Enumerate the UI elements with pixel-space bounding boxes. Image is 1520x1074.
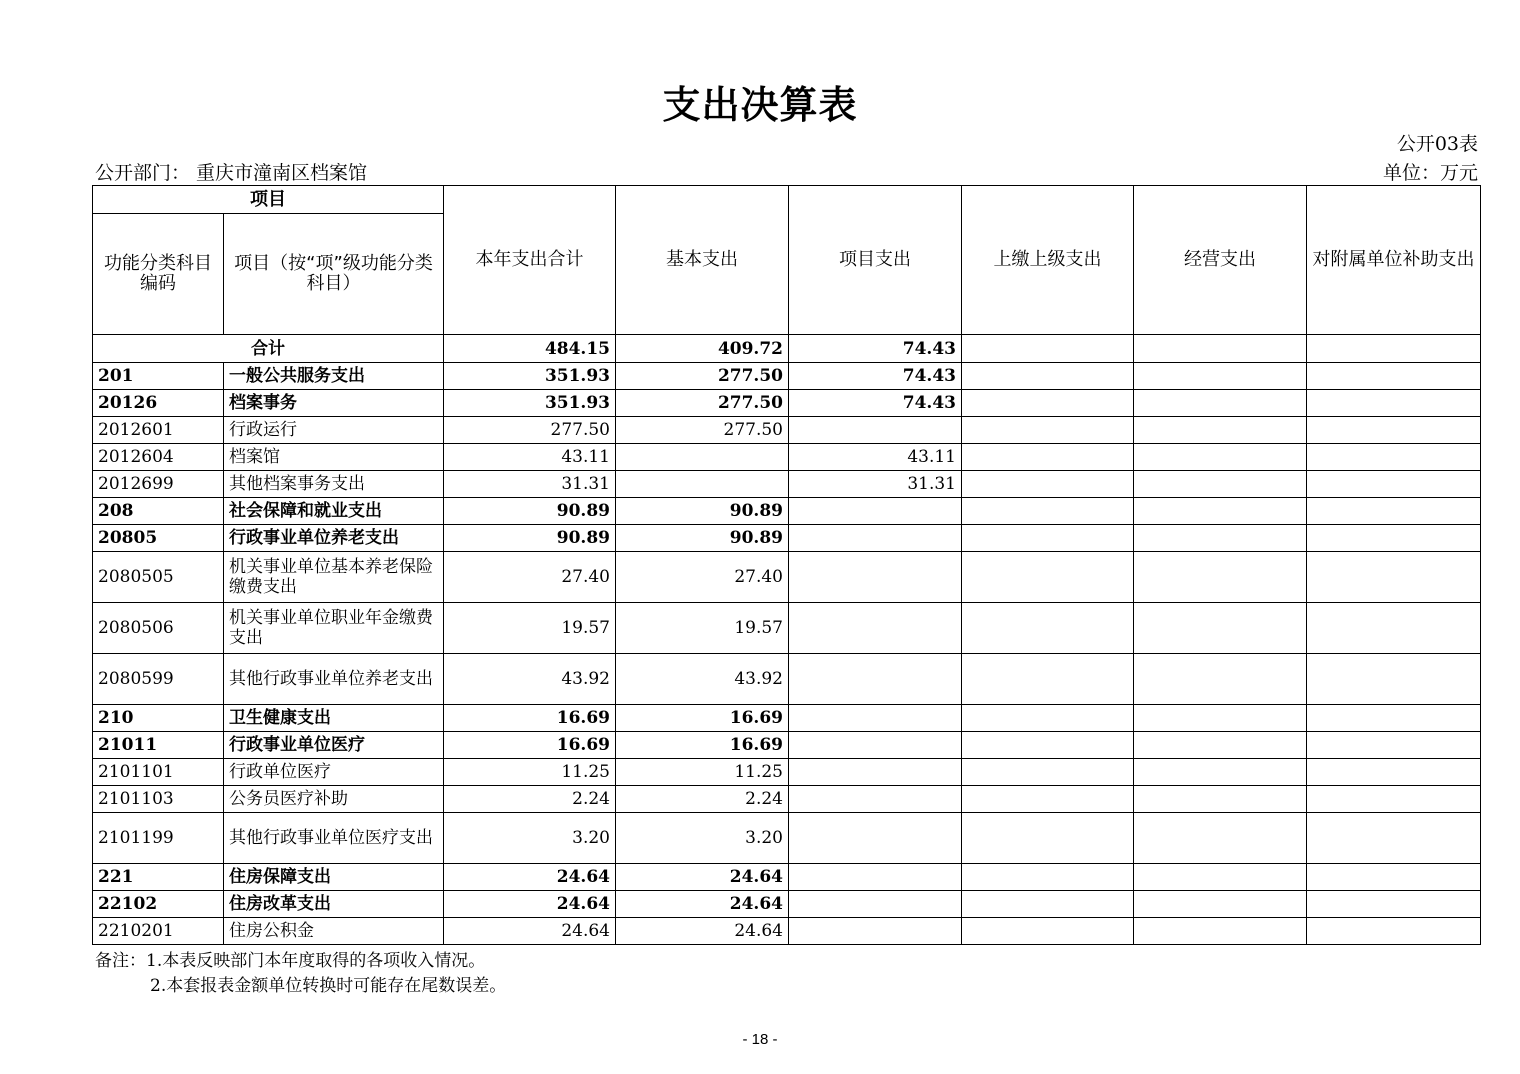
header-code: 功能分类科目编码 (93, 214, 224, 335)
row-subsidy (1307, 891, 1481, 918)
row-total: 24.64 (444, 864, 616, 891)
row-name: 住房改革支出 (224, 891, 444, 918)
row-business (1134, 363, 1307, 390)
row-name: 其他行政事业单位养老支出 (224, 654, 444, 705)
row-total: 3.20 (444, 813, 616, 864)
row-basic (616, 471, 789, 498)
row-subsidy (1307, 705, 1481, 732)
row-basic: 27.40 (616, 552, 789, 603)
row-project (789, 759, 962, 786)
row-upper (962, 390, 1134, 417)
row-subsidy (1307, 864, 1481, 891)
row-subsidy (1307, 759, 1481, 786)
row-business (1134, 864, 1307, 891)
row-project (789, 864, 962, 891)
row-business (1134, 471, 1307, 498)
header-project: 项目 (93, 186, 444, 214)
row-name: 一般公共服务支出 (224, 363, 444, 390)
row-basic: 3.20 (616, 813, 789, 864)
table-row (93, 525, 1481, 552)
row-total: 90.89 (444, 525, 616, 552)
row-project (789, 786, 962, 813)
row-upper (962, 918, 1134, 945)
row-subsidy (1307, 654, 1481, 705)
row-subsidy (1307, 471, 1481, 498)
row-total: 351.93 (444, 363, 616, 390)
row-project (789, 654, 962, 705)
table-row (93, 363, 1481, 390)
row-basic: 19.57 (616, 603, 789, 654)
row-subsidy (1307, 732, 1481, 759)
note-1: 备注：1.本表反映部门本年度取得的各项收入情况。 (95, 951, 486, 971)
row-subsidy (1307, 813, 1481, 864)
row-upper (962, 654, 1134, 705)
row-basic: 90.89 (616, 525, 789, 552)
row-upper (962, 786, 1134, 813)
table-row (93, 417, 1481, 444)
row-business (1134, 552, 1307, 603)
row-name: 行政单位医疗 (224, 759, 444, 786)
row-basic: 24.64 (616, 918, 789, 945)
note-2: 2.本套报表金额单位转换时可能存在尾数误差。 (150, 976, 507, 996)
row-name: 行政运行 (224, 417, 444, 444)
row-project: 74.43 (789, 363, 962, 390)
row-upper (962, 525, 1134, 552)
table-row (93, 891, 1481, 918)
row-code: 2080505 (93, 552, 224, 603)
row-upper (962, 552, 1134, 603)
row-business (1134, 525, 1307, 552)
row-name: 机关事业单位职业年金缴费支出 (224, 603, 444, 654)
row-upper (962, 705, 1134, 732)
row-business (1134, 390, 1307, 417)
row-basic: 43.92 (616, 654, 789, 705)
row-basic: 16.69 (616, 732, 789, 759)
row-total: 24.64 (444, 918, 616, 945)
row-subsidy (1307, 603, 1481, 654)
row-business (1134, 786, 1307, 813)
row-total: 16.69 (444, 705, 616, 732)
row-name: 住房保障支出 (224, 864, 444, 891)
row-project (789, 525, 962, 552)
row-project (789, 813, 962, 864)
row-subsidy (1307, 444, 1481, 471)
row-project (789, 732, 962, 759)
row-basic: 277.50 (616, 390, 789, 417)
row-total: 351.93 (444, 390, 616, 417)
total-basic: 409.72 (616, 335, 789, 363)
row-upper (962, 417, 1134, 444)
row-name: 行政事业单位医疗 (224, 732, 444, 759)
row-name: 档案馆 (224, 444, 444, 471)
row-business (1134, 813, 1307, 864)
row-basic: 24.64 (616, 864, 789, 891)
row-project: 31.31 (789, 471, 962, 498)
total-total: 484.15 (444, 335, 616, 363)
total-row (93, 335, 1481, 363)
table-row (93, 390, 1481, 417)
row-total: 24.64 (444, 891, 616, 918)
row-business (1134, 759, 1307, 786)
row-subsidy (1307, 552, 1481, 603)
row-basic: 16.69 (616, 705, 789, 732)
table-row (93, 864, 1481, 891)
row-code: 2080506 (93, 603, 224, 654)
row-total: 27.40 (444, 552, 616, 603)
row-total: 16.69 (444, 732, 616, 759)
row-name: 其他行政事业单位医疗支出 (224, 813, 444, 864)
row-code: 21011 (93, 732, 224, 759)
row-project: 74.43 (789, 390, 962, 417)
row-subsidy (1307, 918, 1481, 945)
row-upper (962, 444, 1134, 471)
row-basic: 277.50 (616, 417, 789, 444)
row-code: 22102 (93, 891, 224, 918)
table-row (93, 759, 1481, 786)
row-upper (962, 813, 1134, 864)
row-name: 社会保障和就业支出 (224, 498, 444, 525)
table-row (93, 705, 1481, 732)
row-code: 2210201 (93, 918, 224, 945)
total-label: 合计 (93, 335, 444, 363)
row-code: 2101199 (93, 813, 224, 864)
row-business (1134, 498, 1307, 525)
row-subsidy (1307, 525, 1481, 552)
table-row (93, 732, 1481, 759)
row-name: 档案事务 (224, 390, 444, 417)
page-title: 支出决算表 (662, 83, 858, 127)
row-subsidy (1307, 363, 1481, 390)
row-project (789, 552, 962, 603)
expenditure-table (92, 185, 1481, 945)
header-total: 本年支出合计 (444, 186, 616, 335)
row-total: 19.57 (444, 603, 616, 654)
row-business (1134, 732, 1307, 759)
row-name: 机关事业单位基本养老保险缴费支出 (224, 552, 444, 603)
row-upper (962, 864, 1134, 891)
row-total: 43.11 (444, 444, 616, 471)
row-upper (962, 498, 1134, 525)
header-name: 项目（按“项”级功能分类科目） (224, 214, 444, 335)
department-label: 公开部门： 重庆市潼南区档案馆 (95, 162, 368, 184)
table-row (93, 552, 1481, 603)
row-code: 201 (93, 363, 224, 390)
row-upper (962, 891, 1134, 918)
table-row (93, 918, 1481, 945)
row-subsidy (1307, 786, 1481, 813)
row-code: 2012604 (93, 444, 224, 471)
row-code: 2101103 (93, 786, 224, 813)
form-number: 公开03表 (1396, 133, 1478, 155)
row-business (1134, 918, 1307, 945)
row-project (789, 603, 962, 654)
row-total: 2.24 (444, 786, 616, 813)
row-business (1134, 417, 1307, 444)
row-total: 43.92 (444, 654, 616, 705)
row-total: 90.89 (444, 498, 616, 525)
row-upper (962, 603, 1134, 654)
row-code: 2012699 (93, 471, 224, 498)
row-basic: 90.89 (616, 498, 789, 525)
page-number: - 18 - (742, 1031, 778, 1048)
row-basic (616, 444, 789, 471)
row-project (789, 705, 962, 732)
row-business (1134, 705, 1307, 732)
row-upper (962, 363, 1134, 390)
row-subsidy (1307, 390, 1481, 417)
row-total: 277.50 (444, 417, 616, 444)
row-project (789, 417, 962, 444)
header-subsidy: 对附属单位补助支出 (1307, 186, 1481, 335)
header-upper-payment: 上缴上级支出 (962, 186, 1134, 335)
header-business: 经营支出 (1134, 186, 1307, 335)
row-basic: 277.50 (616, 363, 789, 390)
row-project (789, 498, 962, 525)
row-basic: 24.64 (616, 891, 789, 918)
row-project: 43.11 (789, 444, 962, 471)
row-code: 208 (93, 498, 224, 525)
row-code: 210 (93, 705, 224, 732)
table-row (93, 498, 1481, 525)
header-basic: 基本支出 (616, 186, 789, 335)
row-business (1134, 444, 1307, 471)
row-project (789, 918, 962, 945)
row-name: 公务员医疗补助 (224, 786, 444, 813)
row-basic: 11.25 (616, 759, 789, 786)
unit-label: 单位：万元 (1382, 162, 1478, 184)
row-name: 住房公积金 (224, 918, 444, 945)
row-basic: 2.24 (616, 786, 789, 813)
row-name: 行政事业单位养老支出 (224, 525, 444, 552)
row-business (1134, 603, 1307, 654)
row-business (1134, 891, 1307, 918)
table-row (93, 471, 1481, 498)
row-name: 其他档案事务支出 (224, 471, 444, 498)
row-total: 31.31 (444, 471, 616, 498)
row-upper (962, 759, 1134, 786)
total-project: 74.43 (789, 335, 962, 363)
row-upper (962, 471, 1134, 498)
row-code: 2080599 (93, 654, 224, 705)
row-subsidy (1307, 417, 1481, 444)
header-project-expenditure: 项目支出 (789, 186, 962, 335)
row-upper (962, 732, 1134, 759)
row-business (1134, 654, 1307, 705)
table-row (93, 813, 1481, 864)
row-code: 20805 (93, 525, 224, 552)
row-code: 20126 (93, 390, 224, 417)
table-row (93, 654, 1481, 705)
row-project (789, 891, 962, 918)
row-subsidy (1307, 498, 1481, 525)
table-row (93, 786, 1481, 813)
row-total: 11.25 (444, 759, 616, 786)
row-code: 2012601 (93, 417, 224, 444)
row-code: 2101101 (93, 759, 224, 786)
row-code: 221 (93, 864, 224, 891)
table-row (93, 603, 1481, 654)
table-row (93, 444, 1481, 471)
row-name: 卫生健康支出 (224, 705, 444, 732)
